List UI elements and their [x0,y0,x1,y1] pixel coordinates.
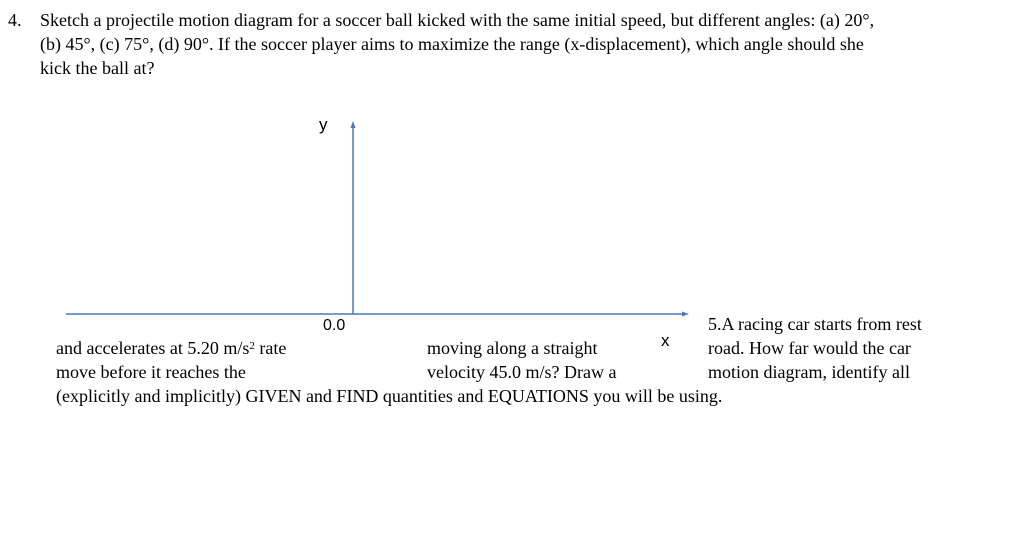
question5-mid-line-2: velocity 45.0 m/s? Draw a [427,362,617,382]
x-axis-arrowhead [682,312,689,317]
question5-mid-line-1: moving along a straight [427,338,598,358]
question5-last-line: (explicitly and implicitly) GIVEN and FIND quantities and EQUATIONS you will be using. [56,386,723,406]
accel-exponent: 2 [249,340,255,352]
accel-text: and accelerates at 5.20 m/s [56,338,250,358]
question4-line-2: (b) 45°, (c) 75°, (d) 90°. If the soccer player aims to maximize the range (x-displacement), which angle should she [40,34,864,54]
question5-left-line-1 [56,336,286,360]
accel-rate: rate [254,338,287,358]
y-axis-arrowhead [351,121,356,128]
question5-right-line-3: motion diagram, identify all [708,362,910,382]
question5-right-line-1: 5.A racing car starts from rest [708,314,922,334]
question4-line-1: Sketch a projectile motion diagram for a soccer ball kicked with the same initial speed, but different angles: (a) 20°, [40,10,875,30]
question4-line-3: kick the ball at? [40,58,155,78]
question5-right-line-2: road. How far would the car [708,338,911,358]
question-number: 4. [8,10,22,30]
origin-label: 0.0 [323,317,346,334]
y-axis-label: y [319,115,328,134]
question5-left-line-2: move before it reaches the [56,362,246,382]
x-axis-label: x [661,331,670,350]
